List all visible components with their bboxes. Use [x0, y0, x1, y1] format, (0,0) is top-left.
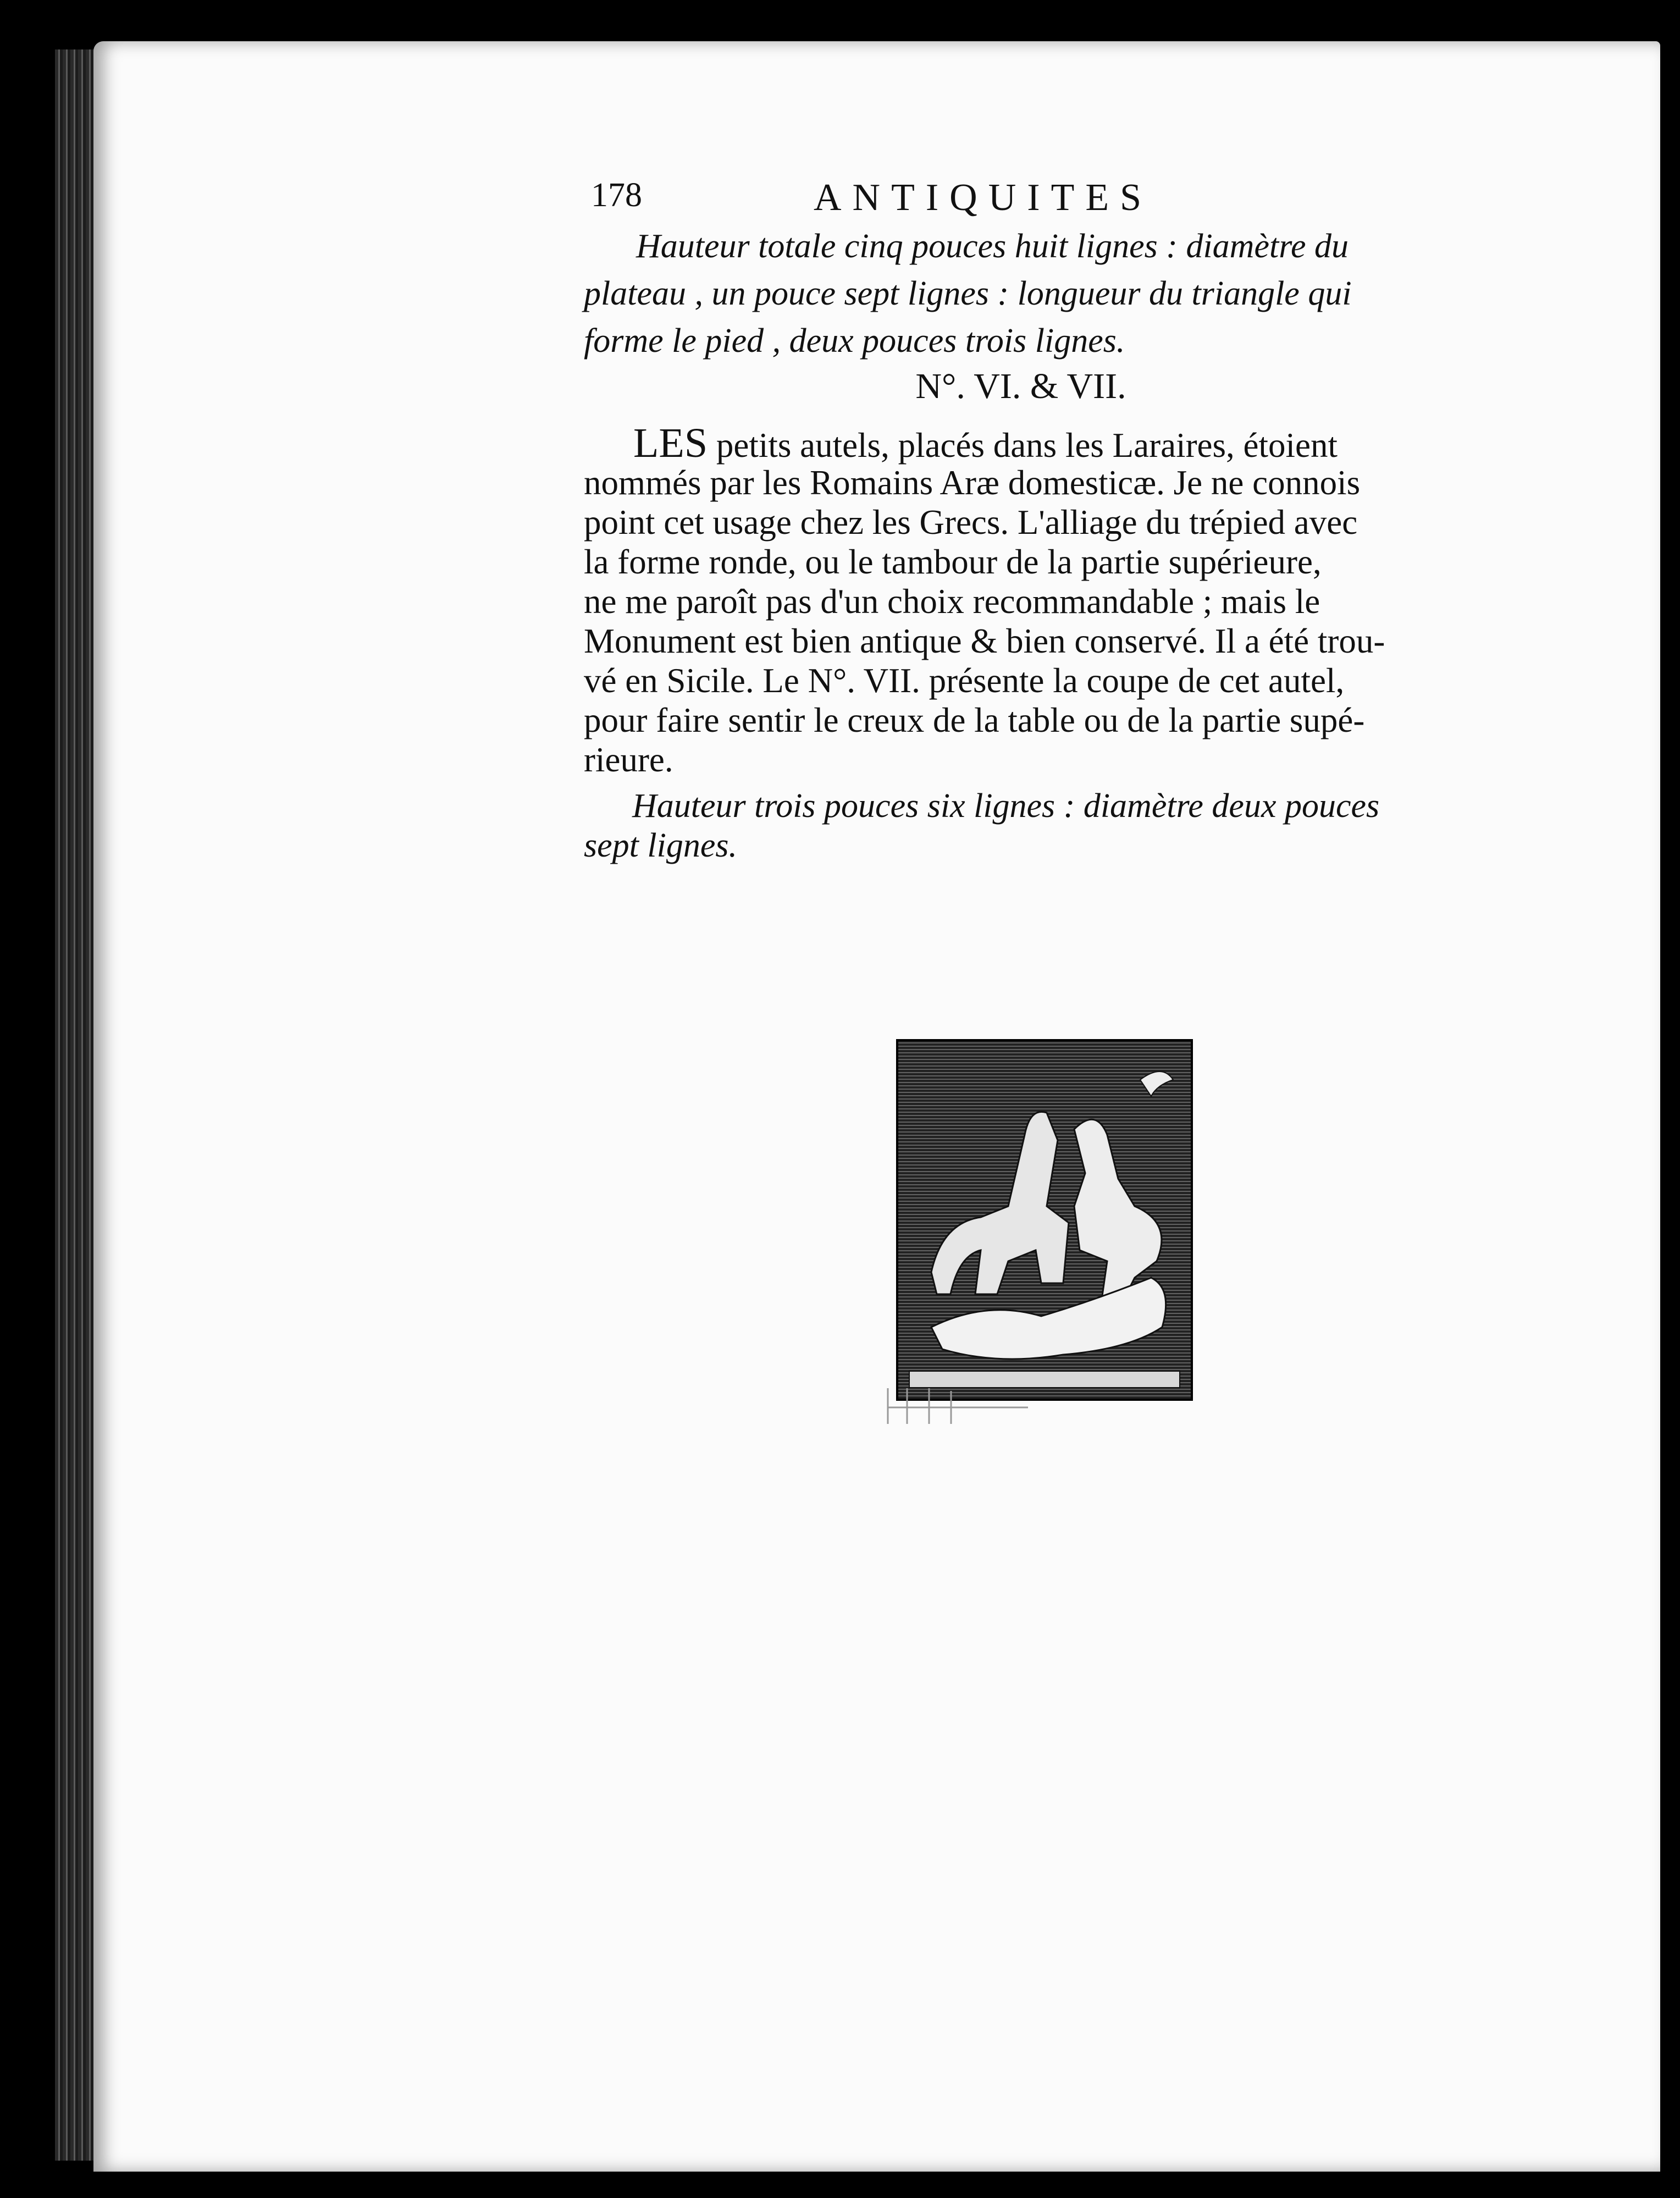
text-line: pour faire sentir le creux de la table ou de la partie supé- — [584, 701, 1365, 739]
text-line: Hauteur totale cinq pouces huit lignes : diamètre du — [636, 228, 1349, 265]
text-line-1 — [584, 420, 1458, 466]
text-line: forme le pied , deux pouces trois lignes. — [584, 322, 1125, 360]
text-line: rieure. — [584, 741, 673, 779]
text-line: ne me paroît pas d'un choix recommandable ; mais le — [584, 582, 1320, 621]
page-header — [591, 176, 1278, 225]
page-number: 178 — [591, 176, 642, 214]
text-line: point cet usage chez les Grecs. L'alliage du trépied avec — [584, 503, 1358, 542]
body-paragraph — [584, 420, 1458, 780]
dimensions-paragraph-1 — [584, 223, 1458, 365]
text-line: la forme ronde, ou le tambour de la partie supérieure, — [584, 543, 1322, 581]
running-title: ANTIQUITES — [814, 176, 1153, 219]
text-line: plateau , un pouce sept lignes : longueur du triangle qui — [584, 275, 1352, 312]
dimensions-paragraph-2 — [584, 786, 1463, 865]
text-line: vé en Sicile. Le N°. VII. présente la coupe de cet autel, — [584, 661, 1345, 700]
text-line: nommés par les Romains Aræ domesticæ. Je ne connois — [584, 463, 1361, 502]
plate-margin-marks — [885, 1385, 1039, 1429]
section-heading: N°. VI. & VII. — [915, 366, 1126, 406]
dropcap: LES — [633, 420, 708, 466]
text-line: sept lignes. — [584, 827, 737, 864]
text-line: Monument est bien antique & bien conservé. Il a été trou- — [584, 622, 1385, 660]
text-line: petits autels, placés dans les Laraires, étoient — [716, 426, 1338, 465]
engraving-plate — [896, 1039, 1193, 1401]
engraving-centaur-icon — [898, 1041, 1191, 1399]
text-line: Hauteur trois pouces six lignes : diamètre deux pouces — [632, 787, 1380, 825]
